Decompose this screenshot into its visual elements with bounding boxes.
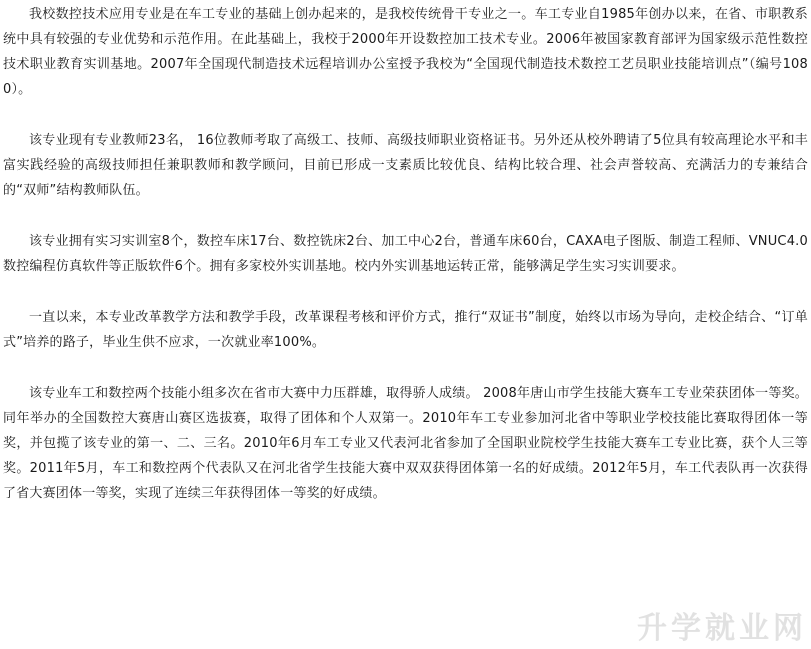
site-watermark: 升学就业网 [637, 611, 807, 646]
document-body [3, 0, 808, 506]
paragraph-history: 我校数控技术应用专业是在车工专业的基础上创办起来的，是我校传统骨干专业之一。车工专业自1985年创办以来，在省、市职教系统中具有较强的专业优势和示范作用。在此基础上，我校于2000年开设数控加工技术专业。2006年被国家教育部评为国家级示范性数控技术职业教育实训基地。2007年全国现代制造技术远程培训办公室授予我校为“全国现代制造技术数控工艺员职业技能培训点”（编号1080）。 [3, 7, 808, 97]
paragraph-competition-results: 该专业车工和数控两个技能小组多次在省市大赛中力压群雄，取得骄人成绩。 2008年唐山市学生技能大赛车工专业荣获团体一等奖。同年举办的全国数控大赛唐山赛区选拔赛，取得了团体和个人双第一。2010年车工专业参加河北省中等职业学校技能比赛取得团体一等奖，并包揽了该专业的第一、二、三名。2010年6月车工专业又代表河北省参加了全国职业院校学生技能大赛车工专业比赛，获个人三等奖。2011年5月，车工和数控两个代表队又在河北省学生技能大赛中双双获得团体第一名的好成绩。2012年5月，车工代表队再一次获得了省大赛团体一等奖，实现了连续三年获得团体一等奖的好成绩。 [3, 386, 808, 501]
paragraph-facilities: 该专业拥有实习实训室8个，数控车床17台、数控铣床2台、加工中心2台，普通车床60台，CAXA电子图版、制造工程师、VNUC4.0数控编程仿真软件等正版软件6个。拥有多家校外实训基地。校内外实训基地运转正常，能够满足学生实习实训要求。 [3, 234, 808, 274]
paragraph-teachers: 该专业现有专业教师23名， 16位教师考取了高级工、技师、高级技师职业资格证书。另外还从校外聘请了5位具有较高理论水平和丰富实践经验的高级技师担任兼职教师和教学顾问，目前已形成一支素质比较优良、结构比较合理、社会声誉较高、充满活力的专兼结合的“双师”结构教师队伍。 [3, 133, 808, 198]
paragraph-teaching-reform: 一直以来，本专业改革教学方法和教学手段，改革课程考核和评价方式，推行“双证书”制度，始终以市场为导向，走校企结合、“订单式”培养的路子，毕业生供不应求，一次就业率100%。 [3, 310, 808, 350]
